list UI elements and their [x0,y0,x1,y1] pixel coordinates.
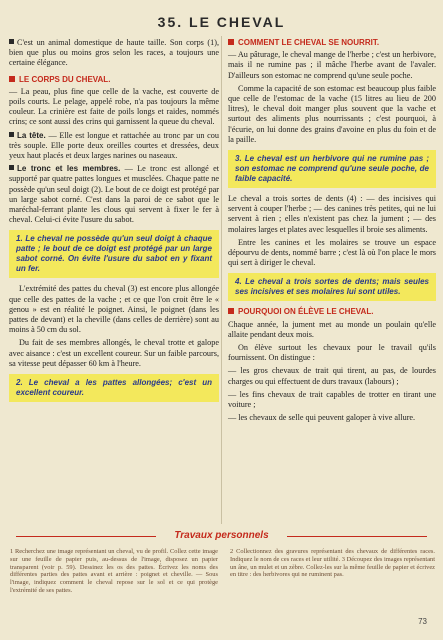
heading-food: COMMENT LE CHEVAL SE NOURRIT. [228,38,436,48]
head-paragraph: La tête. — Elle est longue et rattachée au tronc par un cou très souple. Elle porte deux oreilles courtes et dressées, deux yeux haut placés et deux larges narines ou naseaux. [9,130,219,161]
intro-paragraph: C'est un animal domestique de haute taille. Son corps (1), bien que plus ou moins gros selon les races, a toujours une certaine élégance. [9,38,219,68]
footer-left-text: 1 Recherchez une image représentant un cheval, vu de profil. Collez cette image sur une feuille de papier puis, au-dessus de l'image, disposez un papier transparent (voir p. 59). Dessinez les os des pattes. Écrivez les noms des différentes parties des pattes avant et arrière : poignet et cheville. — Sous l'image, indiquez comment le cheval repose sur le sol et ce qui protège l'extrémité de ses pattes. [10,548,218,594]
footer-title: Travaux personnels [174,530,269,541]
breed-paragraph-1: Chaque année, la jument met au monde un poulain qu'elle allaite pendant deux mois. [228,319,436,339]
summary-box-3: 3. Le cheval est un herbivore qui ne rumine pas ; son estomac ne comprend qu'une seule poche, de faible capacité. [228,150,436,188]
body-paragraph: — La peau, plus fine que celle de la vache, est couverte de poils courts. Le pelage, appelé robe, n'a pas toujours la même couleur. La crinière est faite de poils longs et raides, nommés crins; ce sont aussi des crins qui garnissent la queue du cheval. [9,86,219,127]
summary-box-4: 4. Le cheval a trois sortes de dents; mais seules ses incisives et ses molaires lui sont utiles. [228,273,436,301]
red-square-icon [228,39,234,45]
left-column [9,38,219,408]
food-paragraph-1: — Au pâturage, le cheval mange de l'herbe ; c'est un herbivore, mais il ne rumine pas ; il mâche l'herbe avant de l'avaler. D'ailleurs son estomac ne comprend qu'une seule poche. [228,50,436,80]
right-column [228,38,436,426]
breed-list-item: — les chevaux de selle qui peuvent galoper à vive allure. [228,413,416,423]
summary-box-2: 2. Le cheval a les pattes allongées; c'est un excellent coureur. [9,374,219,402]
food-paragraph-2: Comme la capacité de son estomac est beaucoup plus faible que celle de l'estomac de la vache (15 litres au lieu de 200 litres), le cheval doit manger plus souvent que la vache et surtout des aliments plus nourrissants ; c'est pourquoi, à l'écurie, on lui donne des grains d'avoine en plus du foin et de la paille. [228,83,436,144]
bullet-icon [9,132,14,137]
footer-rule-right [287,536,427,537]
bullet-icon [9,165,14,170]
speed-paragraph: Du fait de ses membres allongés, le cheval trotte et galope avec aisance : c'est un excellent coureur. Sur un faible parcours, sa vitesse peut dépasser 60 km à l'heure. [9,338,219,368]
page-number: 73 [418,617,427,626]
breed-list-item: — les gros chevaux de trait qui tirent, au pas, de lourdes charges ou qui effectuent de durs travaux (labours) ; [228,366,436,386]
red-square-icon [9,76,15,82]
footer-right-text: 2 Collectionnez des gravures représentant des chevaux de différentes races. Indiquez le nom de ces races et leur utilité. 3 Découpez des images représentant un âne, un mulet et un zèbre. Collez-les sur la même feuille de papier et écrivez en titre : des herbivores qui ne ruminent pas. [230,548,435,579]
extremity-paragraph: L'extrémité des pattes du cheval (3) est encore plus allongée que celle des pattes de la vache ; et ce que l'on croit être le « genou » est en réalité le poignet. Ainsi, le poignet (dans les pattes de devant) et la cheville (dans celles de derrière) sont au moins à 50 cm du sol. [9,284,219,335]
summary-box-1: 1. Le cheval ne possède qu'un seul doigt à chaque patte ; le bout de ce doigt est protégé par un large sabot corné. On évite l'usure du sabot en y fixant un fer. [9,230,219,278]
teeth-paragraph-1: Le cheval a trois sortes de dents (4) : — des incisives qui servent à couper l'herbe ; — des canines très petites, qui ne lui servent à rien ; elles n'existent pas chez la jument ; — des molaires larges et plates avec lesquelles il broie ses aliments. [228,194,436,234]
breed-paragraph-2: On élève surtout les chevaux pour le travail qu'ils fournissent. On distingue : [228,343,436,363]
red-square-icon [228,308,234,314]
heading-breeding: POURQUOI ON ÉLÈVE LE CHEVAL. [228,307,436,317]
page-title: 35. LE CHEVAL [157,14,286,30]
bullet-icon [9,39,14,44]
limbs-paragraph: Le tronc et les membres. — Le tronc est allongé et supporté par quatre pattes longues et musclées. Chaque patte ne possède qu'un seul doigt (2). Le bout de ce doigt est protégé par un large sabot corné. C'est dans la paroi de ce sabot que le maréchal-ferrant plante les clous qui servent à fixer le fer à cheval. Celui-ci évite l'usure du sabot. [9,164,220,225]
teeth-paragraph-2: Entre les canines et les molaires se trouve un espace dépourvu de dents, nommé barre ; c'est là où l'on place le mors qui sert à diriger le cheval. [228,237,436,268]
column-divider [221,36,222,524]
breed-list-item: — les fins chevaux de trait capables de trotter en tirant une voiture ; [228,389,436,410]
heading-body: LE CORPS DU CHEVAL. [9,75,219,85]
